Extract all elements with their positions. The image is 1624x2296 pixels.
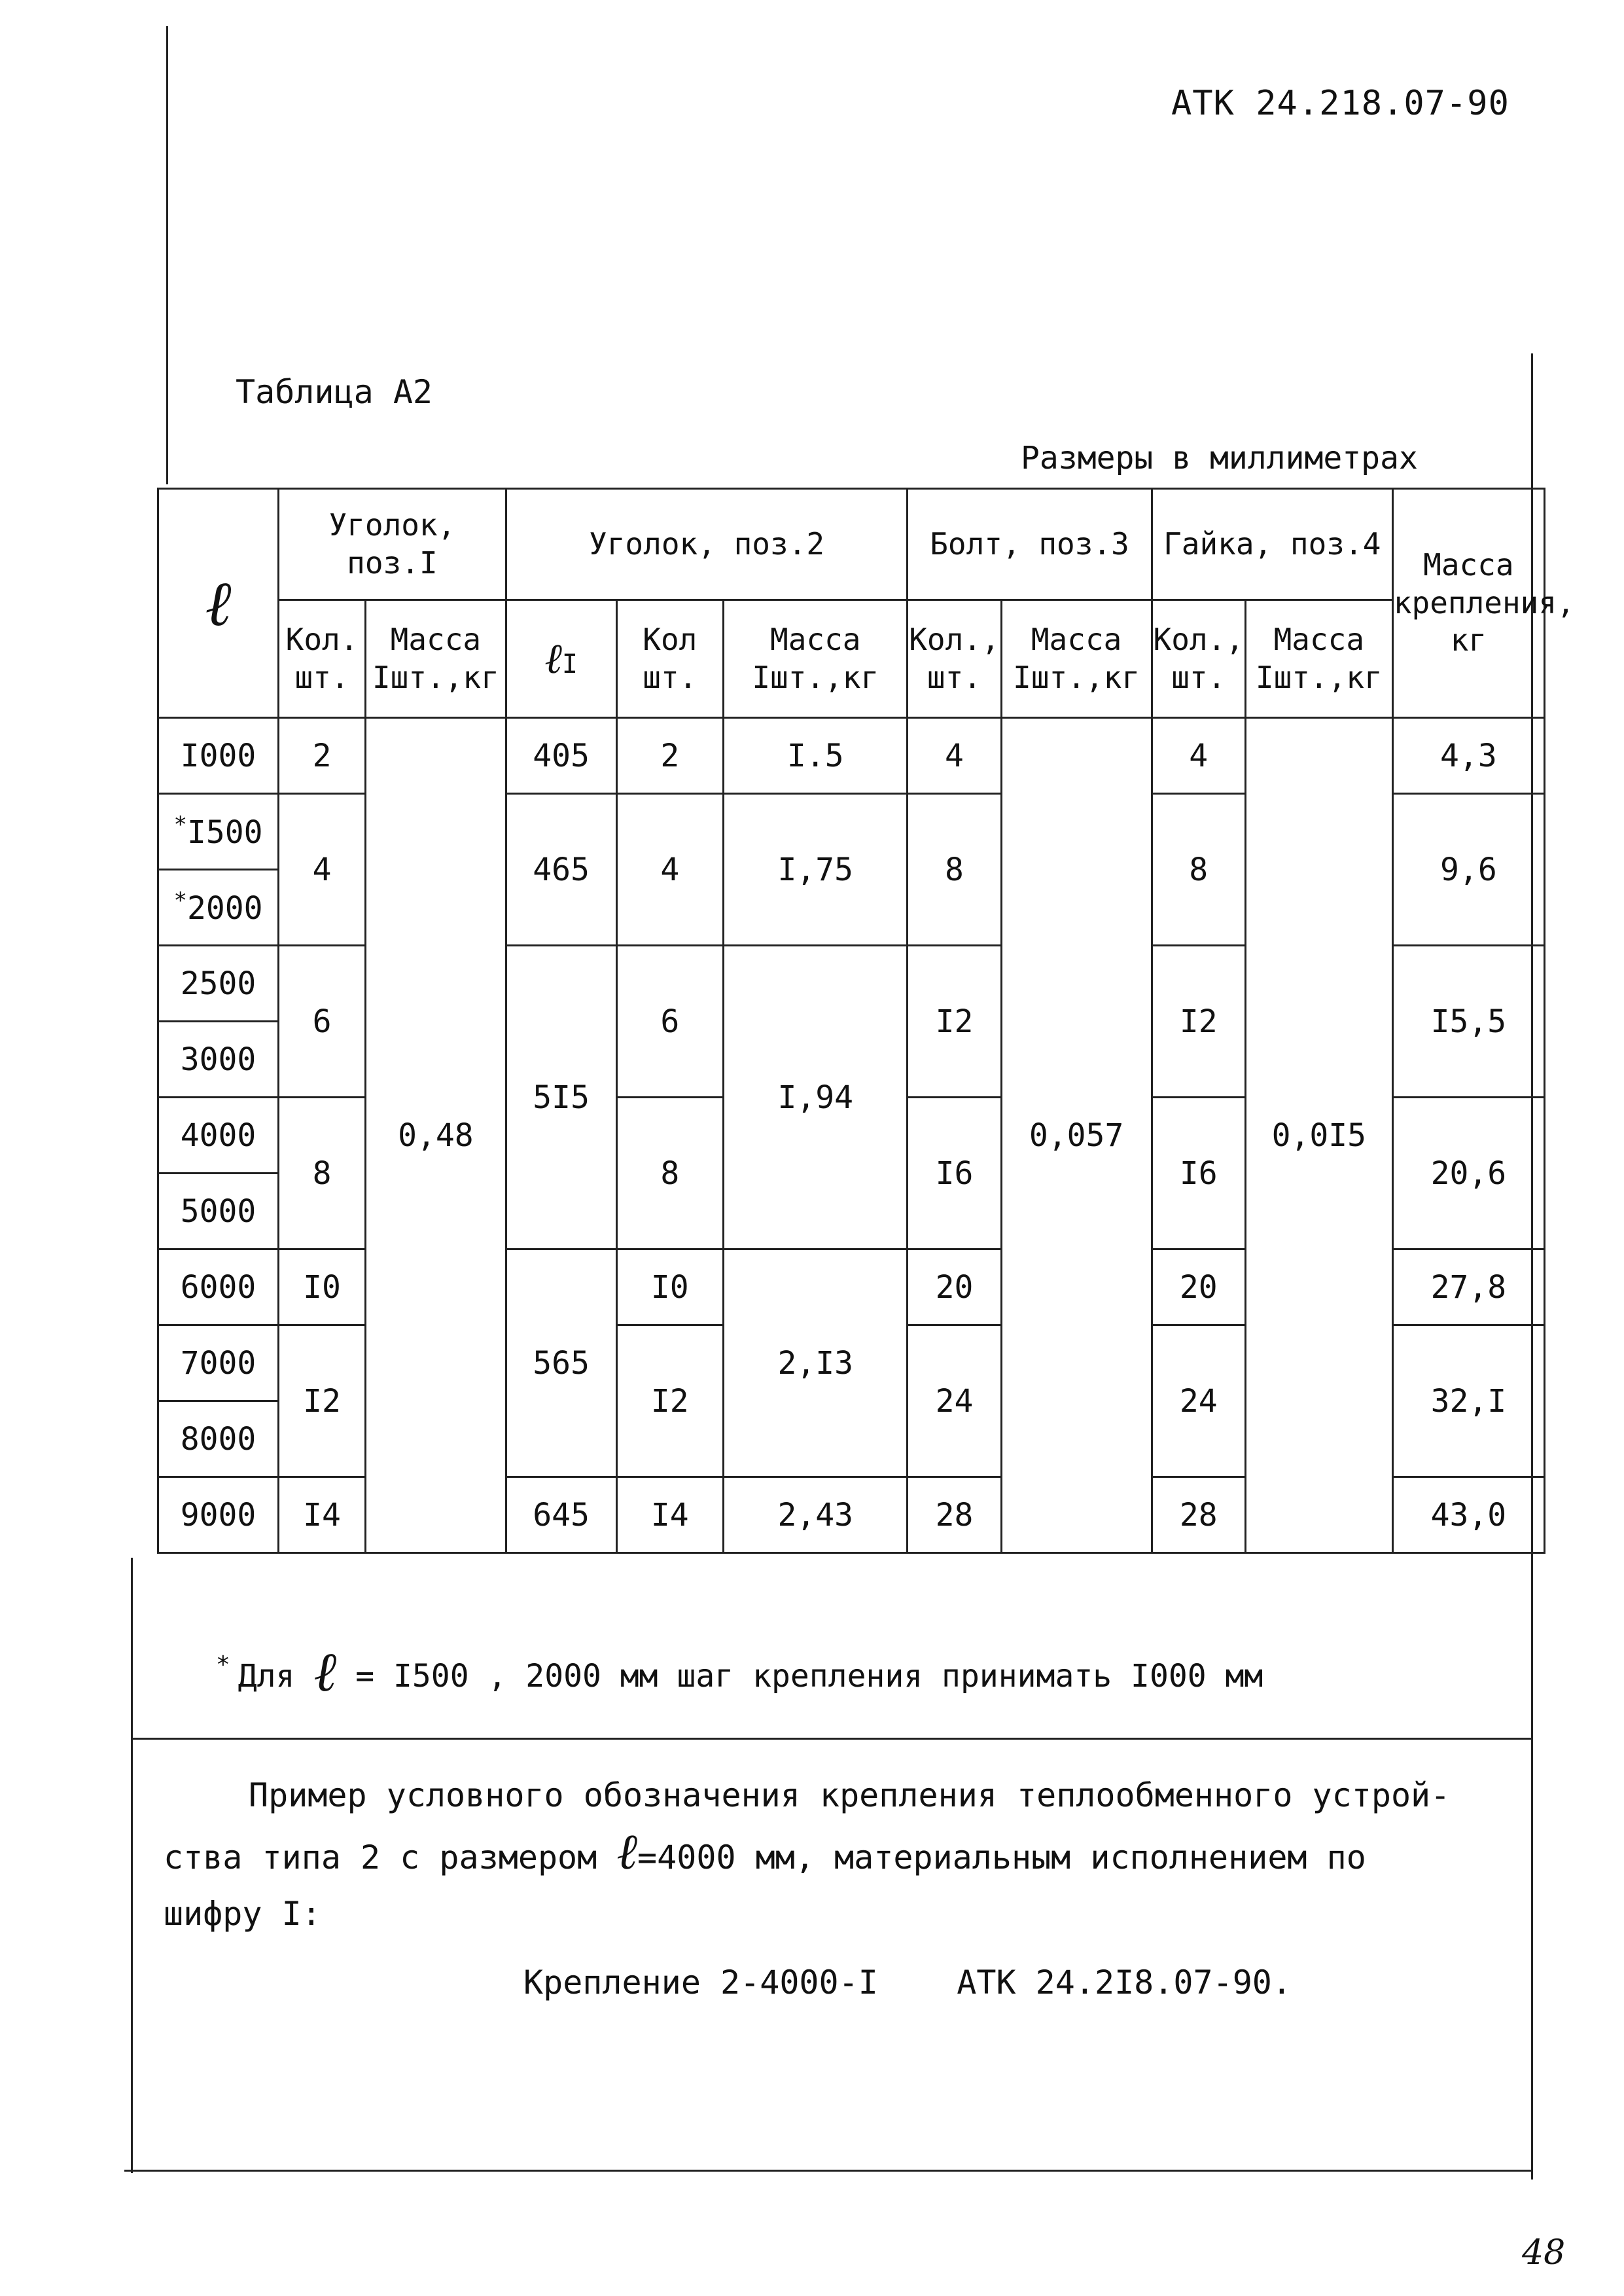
header-angle1: Уголок, поз.I	[279, 489, 506, 600]
nut-qty: 28	[1152, 1477, 1245, 1553]
nut-mass: 0,0I5	[1245, 718, 1392, 1553]
header-nut: Гайка, поз.4	[1152, 489, 1392, 600]
header-nut-qty: Кол., шт.	[1152, 600, 1245, 718]
header-l1: ℓI	[506, 600, 616, 718]
l-value: I000	[158, 718, 279, 794]
angle1-qty: 2	[279, 718, 366, 794]
header-angle2-mass: Масса Iшт.,кг	[724, 600, 908, 718]
l-value: 7000	[158, 1325, 279, 1401]
total-mass: 32,I	[1392, 1325, 1544, 1477]
l1-value: 465	[506, 794, 616, 946]
angle1-qty: 4	[279, 794, 366, 946]
total-mass: 9,6	[1392, 794, 1544, 946]
designation-code: Крепление 2-4000-I АТК 24.2I8.07-90.	[523, 1964, 1292, 2001]
example-line-2: ства типа 2 с размером ℓ=4000 мм, материальным исполнением по	[164, 1822, 1366, 1880]
nut-qty: 20	[1152, 1249, 1245, 1325]
header-l: ℓ	[158, 489, 279, 718]
footnote	[216, 1640, 1263, 1704]
nut-qty: 4	[1152, 718, 1245, 794]
angle2-mass: I,75	[724, 794, 908, 946]
l-value: 3000	[158, 1022, 279, 1098]
angle1-qty: 8	[279, 1098, 366, 1249]
nut-qty: I6	[1152, 1098, 1245, 1249]
l1-value: 565	[506, 1249, 616, 1477]
fastening-table	[157, 488, 1575, 1554]
bolt-qty: I2	[908, 946, 1001, 1098]
nut-qty: 24	[1152, 1325, 1245, 1477]
table-row	[158, 718, 1545, 794]
example-line-3: шифру I:	[164, 1895, 321, 1933]
table-title: Таблица А2	[236, 373, 433, 411]
total-mass: 43,0	[1392, 1477, 1544, 1553]
bolt-qty: 20	[908, 1249, 1001, 1325]
header-total-mass: Масса крепления, кг	[1392, 489, 1544, 718]
bolt-qty: 28	[908, 1477, 1001, 1553]
angle2-mass: 2,43	[724, 1477, 908, 1553]
l-value: 5000	[158, 1174, 279, 1249]
angle1-qty: I2	[279, 1325, 366, 1477]
nut-qty: I2	[1152, 946, 1245, 1098]
document-code: АТК 24.218.07-90	[1171, 84, 1509, 123]
angle2-qty: I2	[616, 1325, 724, 1477]
total-mass: 4,3	[1392, 718, 1544, 794]
l-value: 8000	[158, 1401, 279, 1477]
header-bolt: Болт, поз.3	[908, 489, 1152, 600]
angle2-mass: I.5	[724, 718, 908, 794]
bolt-qty: I6	[908, 1098, 1001, 1249]
bottom-frame-line	[124, 2170, 1531, 2172]
left-margin-line	[166, 26, 168, 484]
angle2-qty: 8	[616, 1098, 724, 1249]
angle1-qty: I0	[279, 1249, 366, 1325]
bolt-qty: 8	[908, 794, 1001, 946]
bolt-mass: 0,057	[1001, 718, 1152, 1553]
angle2-mass: 2,I3	[724, 1249, 908, 1477]
header-nut-mass: Масса Iшт.,кг	[1245, 600, 1392, 718]
angle1-qty: I4	[279, 1477, 366, 1553]
l1-value: 5I5	[506, 946, 616, 1249]
footnote-prefix: Для	[238, 1658, 295, 1695]
angle2-qty: I4	[616, 1477, 724, 1553]
header-angle1-mass: Масса Iшт.,кг	[366, 600, 506, 718]
total-mass: 27,8	[1392, 1249, 1544, 1325]
header-bolt-qty: Кол., шт.	[908, 600, 1001, 718]
l-value: 6000	[158, 1249, 279, 1325]
l1-value: 645	[506, 1477, 616, 1553]
footnote-text: = I500 , 2000 мм шаг крепления принимать I000 мм	[355, 1658, 1263, 1695]
page-number: 48	[1522, 2233, 1566, 2272]
total-mass: I5,5	[1392, 946, 1544, 1098]
units-note: Размеры в миллиметрах	[1021, 440, 1418, 476]
l-value: *I500	[158, 794, 279, 870]
designation-example	[164, 1767, 1498, 1942]
bolt-qty: 4	[908, 718, 1001, 794]
angle2-qty: 2	[616, 718, 724, 794]
l-value: 9000	[158, 1477, 279, 1553]
header-angle1-qty: Кол. шт.	[279, 600, 366, 718]
angle2-mass: I,94	[724, 946, 908, 1249]
bolt-qty: 24	[908, 1325, 1001, 1477]
header-angle2-qty: Кол шт.	[616, 600, 724, 718]
total-mass: 20,6	[1392, 1098, 1544, 1249]
angle2-qty: I0	[616, 1249, 724, 1325]
l-value: 2500	[158, 946, 279, 1022]
left-frame-line	[131, 1558, 133, 2173]
header-angle2: Уголок, поз.2	[506, 489, 908, 600]
l-value: *2000	[158, 870, 279, 946]
footnote-l-symbol: ℓ	[313, 1640, 337, 1704]
example-line-1: Пример условного обозначения крепления теплообменного устрой-	[249, 1776, 1451, 1814]
angle1-mass: 0,48	[366, 718, 506, 1553]
header-bolt-mass: Масса Iшт.,кг	[1001, 600, 1152, 718]
footnote-mark: *	[216, 1651, 230, 1678]
angle2-qty: 6	[616, 946, 724, 1098]
angle1-qty: 6	[279, 946, 366, 1098]
footnote-divider	[131, 1738, 1531, 1740]
nut-qty: 8	[1152, 794, 1245, 946]
example-l-symbol: ℓ	[616, 1822, 638, 1880]
angle2-qty: 4	[616, 794, 724, 946]
l-value: 4000	[158, 1098, 279, 1174]
l1-value: 405	[506, 718, 616, 794]
